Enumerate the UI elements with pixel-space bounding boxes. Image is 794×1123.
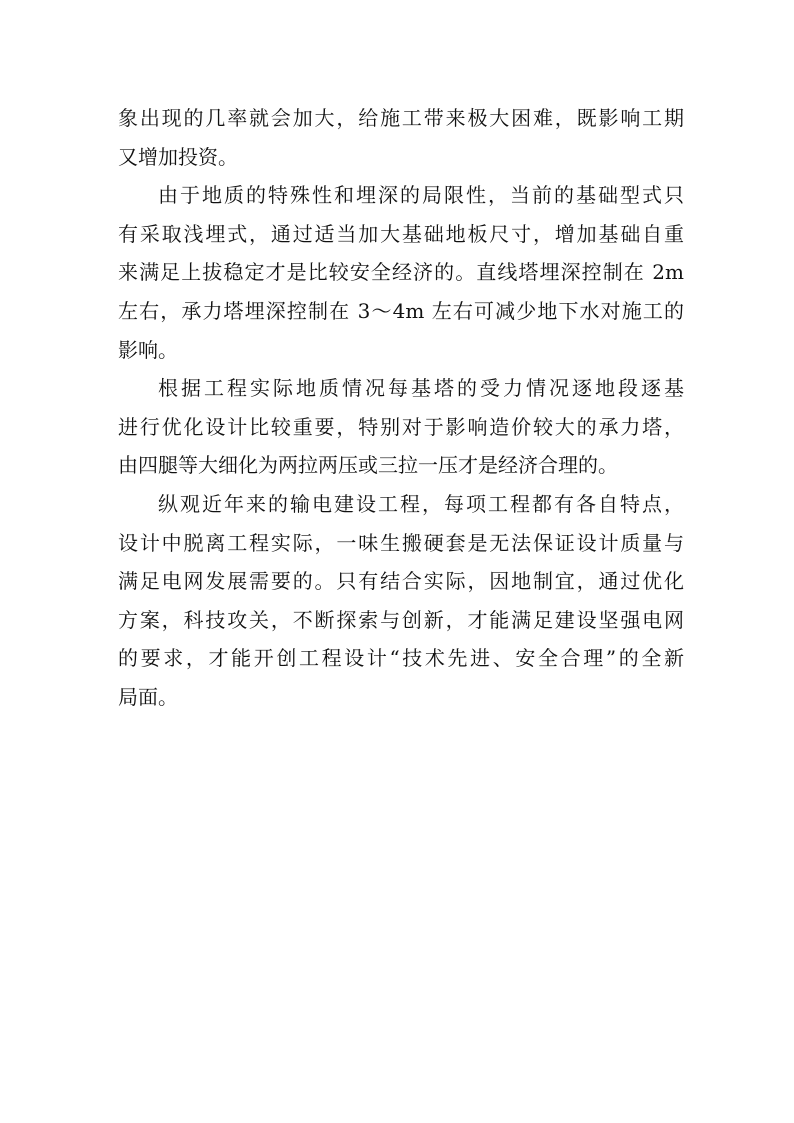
paragraph-line: 由于地质的特殊性和埋深的局限性，当前的基础型式只	[158, 183, 684, 208]
paragraph-line: 根据工程实际地质情况每基塔的受力情况逐地段逐基	[158, 376, 684, 401]
paragraph-line: 局面。	[118, 684, 178, 709]
paragraph-line: 进行优化设计比较重要，特别对于影响造价较大的承力塔，	[118, 414, 684, 439]
paragraph-line: 满足电网发展需要的。只有结合实际，因地制宜，通过优化	[118, 569, 684, 594]
document-body	[118, 99, 684, 717]
paragraph-line: 的要求，才能开创工程设计“技术先进、安全合理”的全新	[118, 646, 684, 671]
paragraph-line: 象出现的几率就会加大，给施工带来极大困难，既影响工期	[118, 106, 684, 130]
paragraph-line: 方案，科技攻关，不断探索与创新，才能满足建设坚强电网	[118, 607, 684, 632]
paragraph-line: 设计中脱离工程实际，一味生搬硬套是无法保证设计质量与	[118, 530, 684, 555]
paragraph-1	[118, 99, 684, 176]
paragraph-line: 由四腿等大细化为两拉两压或三拉一压才是经济合理的。	[118, 453, 618, 478]
paragraph-line: 又增加投资。	[118, 144, 238, 169]
paragraph-line: 来满足上拔稳定才是比较安全经济的。直线塔埋深控制在 2m	[118, 260, 684, 285]
paragraph-line: 左右，承力塔埋深控制在 3～4m 左右可减少地下水对施工的	[118, 298, 684, 323]
paragraph-line: 影响。	[118, 337, 178, 362]
paragraph-3	[118, 369, 684, 485]
paragraph-4	[118, 485, 684, 717]
paragraph-line: 纵观近年来的输电建设工程，每项工程都有各自特点，	[158, 491, 684, 516]
paragraph-line: 有采取浅埋式，通过适当加大基础地板尺寸，增加基础自重	[118, 221, 684, 246]
paragraph-2	[118, 176, 684, 369]
